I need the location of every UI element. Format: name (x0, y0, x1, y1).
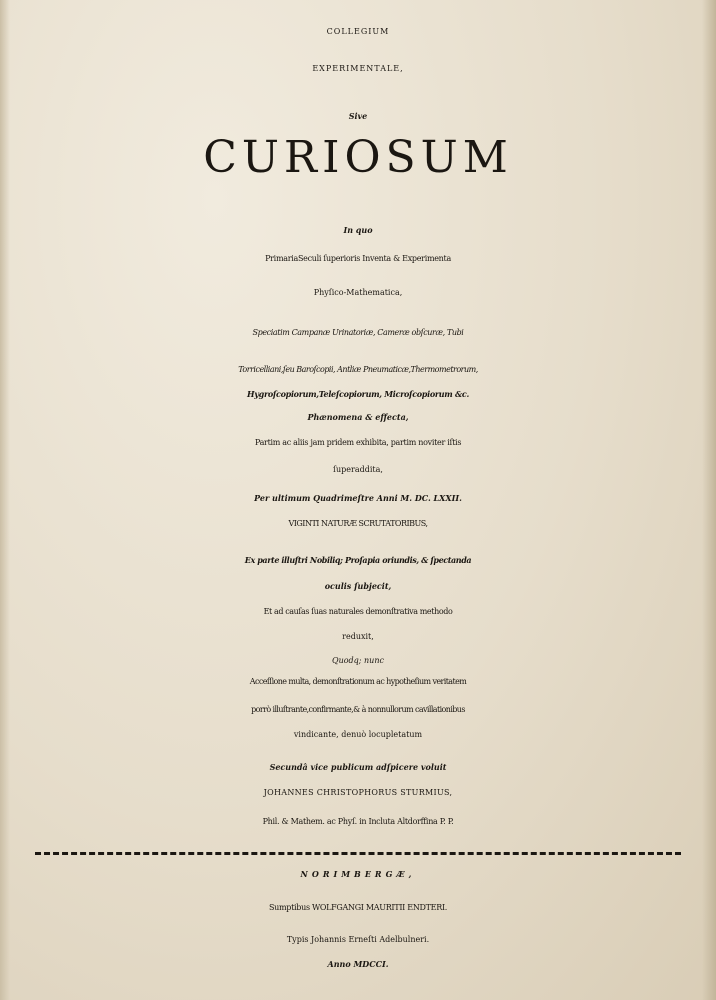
title-line-oculis: oculis ſubjecit, (324, 581, 392, 591)
title-line-reduxit: reduxit, (342, 632, 374, 641)
title-line-physico: Phyſico-Mathematica, (313, 288, 403, 297)
title-line-speciatim: Speciatim Campanæ Urinatoriæ, Cameræ obſcuræ, Tubi (252, 328, 464, 337)
title-line-curiosum: CURIOSUM (203, 132, 513, 183)
imprint-printer: Typis Johannis Erneſti Adelbulneri. (286, 935, 430, 944)
author-affiliation: Phil. & Mathem. ac Phyſ. in Incluta Altdorffina P. P. (262, 817, 454, 826)
title-line-quodq-nunc: Quodq; nunc (332, 656, 384, 665)
imprint-place: NORIMBERGÆ, (300, 869, 416, 879)
title-line-secunda: Secundâ vice publicum adſpicere voluit (269, 762, 447, 772)
title-line-ex-parte: Ex parte illuſtri Nobiliq; Proſapia oriundis, & ſpectanda (244, 555, 472, 565)
title-line-superaddita: ſuperaddita, (333, 465, 383, 474)
title-line-vindicante: vindicante, denuò locupletatum (293, 730, 423, 739)
imprint-year: Anno MDCCI. (327, 959, 389, 969)
title-line-collegium: COLLEGIUM (326, 27, 390, 36)
imprint-publisher: Sumptibus WOLFGANGI MAURITII ENDTERI. (268, 903, 448, 912)
title-line-in-quo: In quo (343, 225, 373, 235)
title-line-primaria: PrimariaSeculi ſuperioris Inventa & Experimenta (265, 254, 451, 263)
title-line-partim: Partim ac aliis jam pridem exhibita, partim noviter iſtis (254, 438, 462, 447)
title-line-porro: porrò illuſtrante,confirmante,& à nonnullorum cavillationibus (251, 705, 465, 714)
title-line-experimentale: EXPERIMENTALE, (312, 64, 404, 73)
title-line-per-ultimum: Per ultimum Quadrimeſtre Anni M. DC. LXXII. (254, 493, 462, 503)
divider-rule (35, 852, 681, 855)
title-line-sive: Sive (348, 111, 368, 121)
title-line-phaenomena: Phænomena & effecta, (307, 412, 409, 422)
title-line-et-ad-causas: Et ad cauſas ſuas naturales demonſtrativa methodo (263, 607, 453, 616)
title-line-accessione: Acceſſione multa, demonſtrationum ac hypotheſium veritatem (249, 677, 467, 686)
title-line-torricelliani: Torricelliani,ſeu Baroſcopii, Antliæ Pneumaticæ,Thermometrorum, (238, 365, 478, 374)
author-name: JOHANNES CHRISTOPHORUS STURMIUS, (263, 788, 453, 797)
title-line-viginti: VIGINTI NATURÆ SCRUTATORIBUS, (288, 519, 428, 528)
title-line-hygroscopiorum: Hygroſcopiorum,Teleſcopiorum, Microſcopiorum &c. (247, 389, 469, 399)
